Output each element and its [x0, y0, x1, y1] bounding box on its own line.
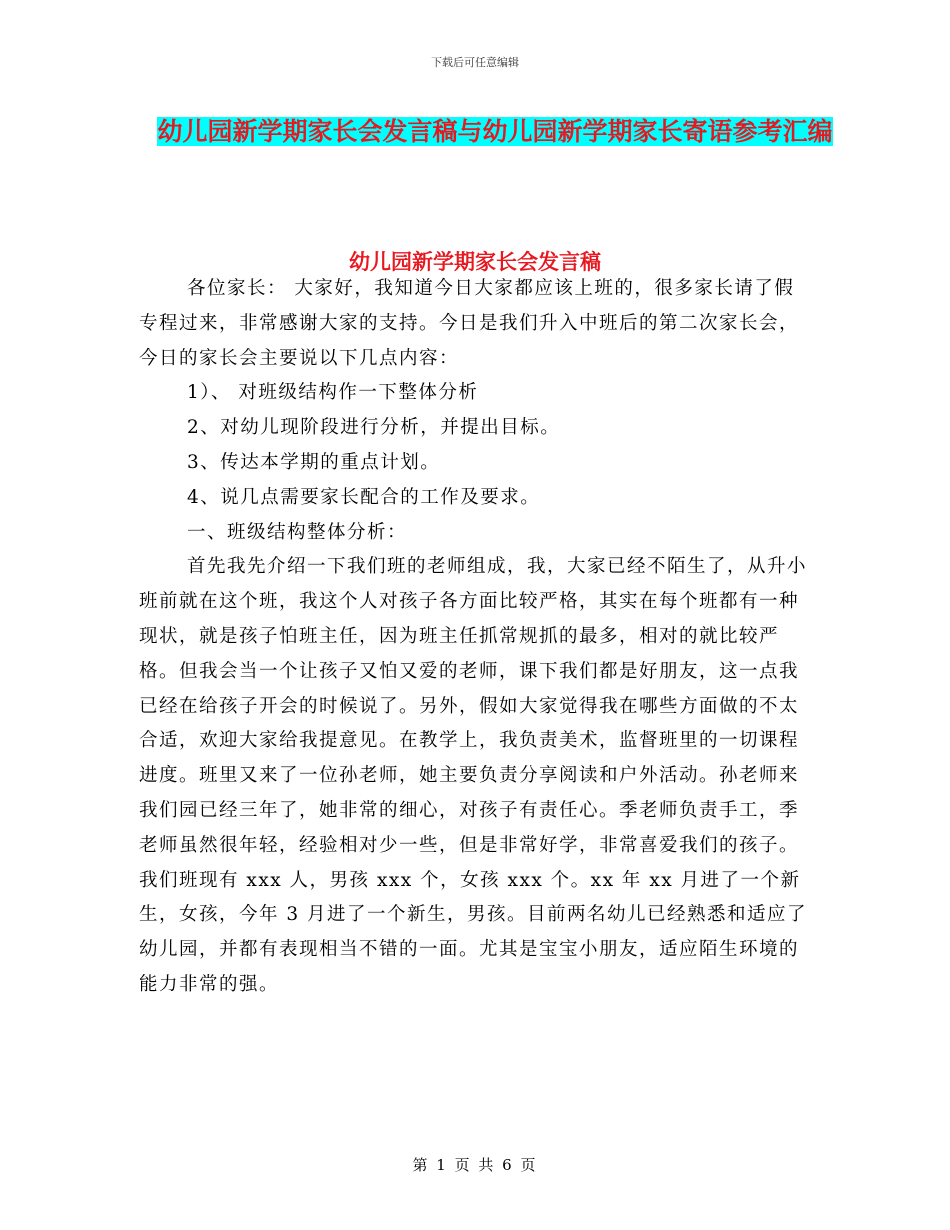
list-item: 1）、 对班级结构作一下整体分析: [187, 382, 479, 404]
list-item: 3、传达本学期的重点计划。: [187, 451, 441, 473]
list-item: 2、对幼儿现阶段进行分析，并提出目标。: [187, 417, 561, 439]
document-title-text: 幼儿园新学期家长会发言稿与幼儿园新学期家长寄语参考汇编: [157, 117, 833, 146]
document-title: [150, 112, 840, 152]
subheading: 一、班级结构整体分析：: [187, 521, 408, 543]
paragraph: 首先我先介绍一下我们班的老师组成，我，大家已经不陌生了，从升小班前就在这个班，我这个人对孩子各方面比较严格，其实在每个班都有一种现状，就是孩子怕班主任，因为班主任抓常规抓的最多，相对的就比较严格。但我会当一个让孩子又怕又爱的老师，课下我们都是好朋友，这一点我已经在给孩子开会的时候说了。另外，假如大家觉得我在哪些方面做的不太合适，欢迎大家给我提意见。在教学上，我负责美术，监督班里的一切课程进度。班里又来了一位孙老师，她主要负责分享阅读和户外活动。孙老师来我们园已经三年了，她非常的细心，对孩子有责任心。季老师负责手工，季老师虽然很年轻，经验相对少一些，但是非常好学，非常喜爱我们的孩子。我们班现有 xxx 人，男孩 xxx 个，女孩 xxx 个。xx 年 xx 月进了一个新生，女孩，今年 3 月进了一个新生，男孩。目前两名幼儿已经熟悉和适应了幼儿园，并都有表现相当不错的一面。尤其是宝宝小朋友，适应陌生环境的能力非常的强。: [139, 556, 808, 995]
section-title: 幼儿园新学期家长会发言稿: [349, 250, 601, 274]
page-footer: 第 1 页 共 6 页: [412, 1156, 538, 1174]
body-text: [139, 272, 811, 1003]
paragraph: 各位家长： 大家好，我知道今日大家都应该上班的，很多家长请了假专程过来，非常感谢大家的支持。今日是我们升入中班后的第二次家长会，今日的家长会主要说以下几点内容：: [139, 278, 800, 369]
header-note: 下载后可任意编辑: [431, 56, 519, 69]
list-item: 4、说几点需要家长配合的工作及要求。: [187, 486, 541, 508]
